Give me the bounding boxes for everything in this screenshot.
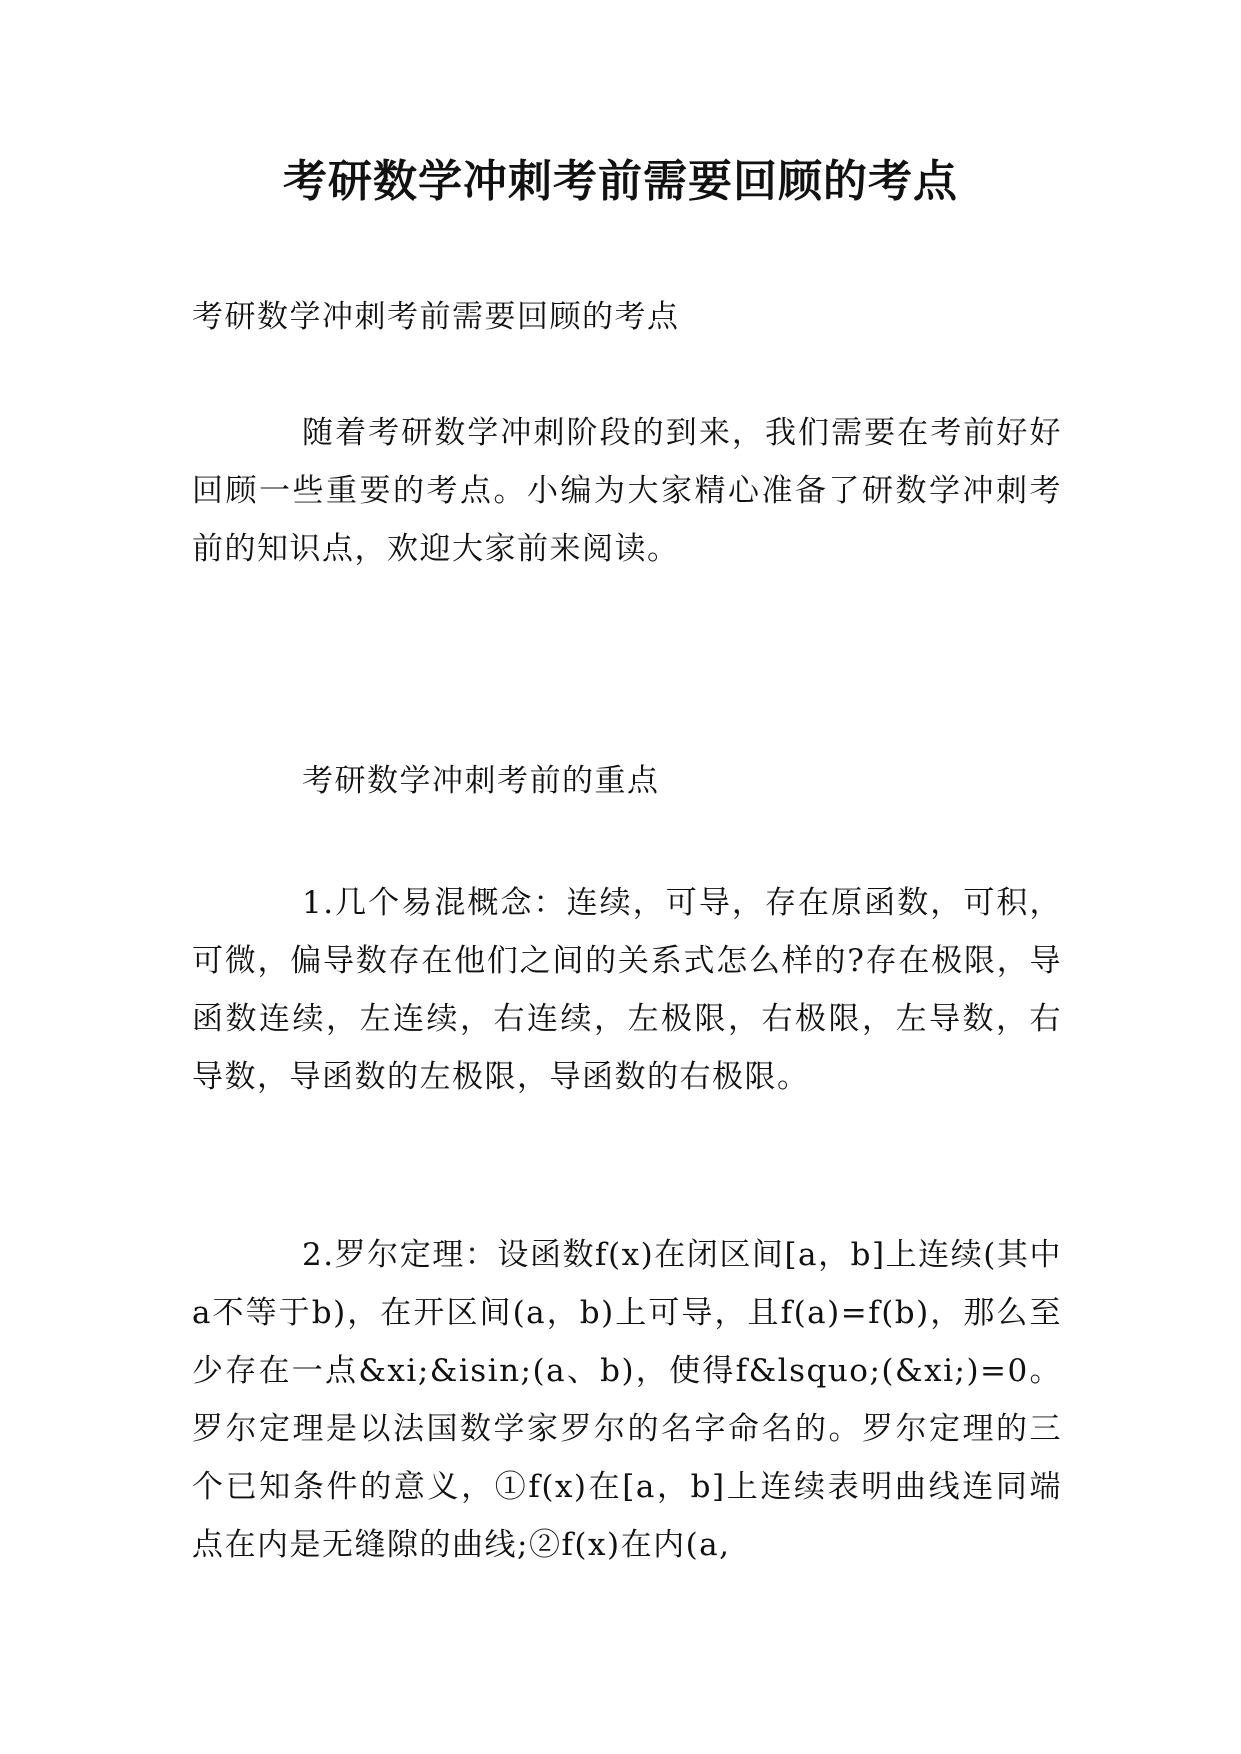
list-item: 1.几个易混概念：连续，可导，存在原函数，可积，可微，偏导数存在他们之间的关系式怎么样的?存在极限，导函数连续，左连续，右连续，左极限，右极限，左导数，右导数，导函数的左极限，导函数的右极限。 (192, 885, 1062, 1095)
section-heading: 考研数学冲刺考前的重点 (302, 763, 660, 799)
document-title: 考研数学冲刺考前需要回顾的考点 (283, 156, 958, 207)
intro-paragraph: 随着考研数学冲刺阶段的到来，我们需要在考前好好回顾一些重要的考点。小编为大家精心准备了研数学冲刺考前的知识点，欢迎大家前来阅读。 (192, 415, 1062, 567)
document-subtitle: 考研数学冲刺考前需要回顾的考点 (192, 299, 680, 335)
list-item: 2.罗尔定理：设函数f(x)在闭区间[a，b]上连续(其中a不等于b)，在开区间(a，b)上可导，且f(a)=f(b)，那么至少存在一点&xi;&isin;(a、b)，使得f&lsquo;(&xi;)=0。罗尔定理是以法国数学家罗尔的名字命名的。罗尔定理的三个已知条件的意义，①f(x)在[a，b]上连续表明曲线连同端点在内是无缝隙的曲线;②f(x)在内(a, (192, 1237, 1062, 1563)
